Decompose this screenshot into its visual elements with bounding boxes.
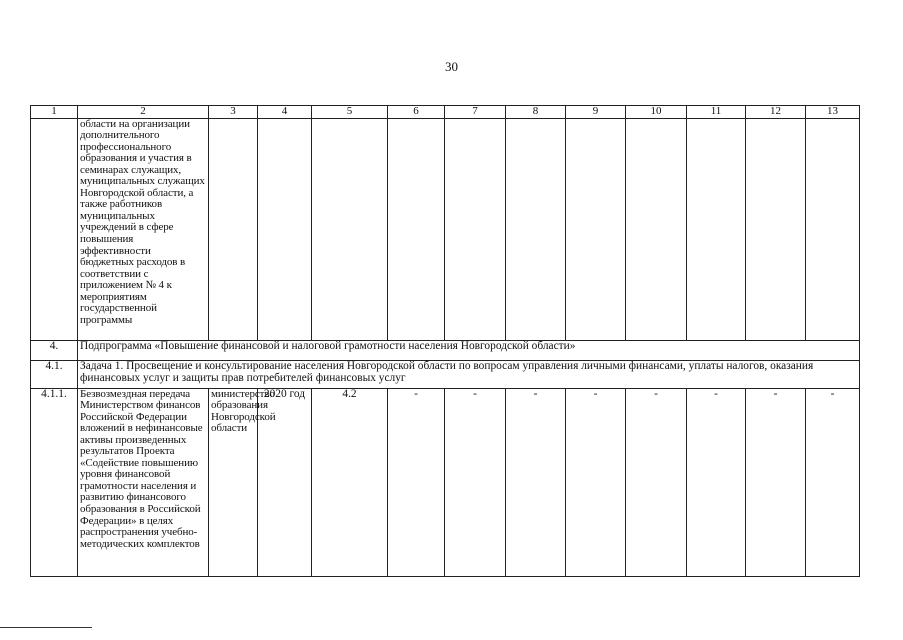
- column-header: 13: [806, 106, 860, 119]
- task-row: [31, 360, 860, 388]
- empty-cell: [746, 118, 806, 340]
- column-header: 12: [746, 106, 806, 119]
- value-cell: -: [445, 388, 506, 576]
- column-header: 5: [312, 106, 388, 119]
- column-header: 4: [258, 106, 312, 119]
- column-header: 2: [78, 106, 209, 119]
- empty-cell: [312, 118, 388, 340]
- column-number-header-row: [31, 106, 860, 119]
- value-cell: -: [687, 388, 746, 576]
- continuation-row: [31, 118, 860, 340]
- column-header: 9: [566, 106, 626, 119]
- empty-cell: [806, 118, 860, 340]
- indicator-cell: 4.2: [312, 388, 388, 576]
- column-header: 8: [506, 106, 566, 119]
- empty-cell: [258, 118, 312, 340]
- value-cell: -: [506, 388, 566, 576]
- value-cell: -: [566, 388, 626, 576]
- row-number: 4.1.1.: [31, 388, 78, 576]
- row-number-cell: [31, 118, 78, 340]
- column-header: 10: [626, 106, 687, 119]
- column-header: 7: [445, 106, 506, 119]
- empty-cell: [566, 118, 626, 340]
- page-number: 30: [445, 59, 458, 74]
- deadline-cell: 2020 год: [258, 388, 312, 576]
- empty-cell: [209, 118, 258, 340]
- empty-cell: [506, 118, 566, 340]
- column-header: 11: [687, 106, 746, 119]
- continuation-text: области на организации дополнительного профессионального образования и участия в семинарах служащих, муниципальных служащих Новгородской области, а также работников муниципальных учреждений в сфере повышения эффективности бюджетных расходов в соответствии с приложением № 4 к мероприятиям государственной программы: [78, 118, 209, 340]
- empty-cell: [626, 118, 687, 340]
- value-cell: -: [626, 388, 687, 576]
- page-bottom-rule: [0, 627, 92, 628]
- activity-row: [31, 388, 860, 576]
- task-text: Задача 1. Просвещение и консультирование населения Новгородской области по вопросам управления личными финансами, уплаты налогов, оказания финансовых услуг и защиты прав потребителей финансовых услуг: [78, 360, 860, 388]
- row-number: 4.1.: [31, 360, 78, 388]
- subprogram-title: Подпрограмма «Повышение финансовой и налоговой грамотности населения Новгородской области»: [78, 340, 860, 360]
- executor-cell: министерство образования Новгородской области: [209, 388, 258, 576]
- value-cell: -: [746, 388, 806, 576]
- subprogram-row: [31, 340, 860, 360]
- value-cell: -: [388, 388, 445, 576]
- column-header: 3: [209, 106, 258, 119]
- row-number: 4.: [31, 340, 78, 360]
- activity-text: Безвозмездная передача Министерством финансов Российской Федерации вложений в нефинансовые активы произведенных результатов Проекта «Содействие повышению уровня финансовой грамотности населения и развитию финансового образования в Российской Федерации» в целях распространения учебно-методических комплектов: [78, 388, 209, 576]
- column-header: 6: [388, 106, 445, 119]
- empty-cell: [388, 118, 445, 340]
- empty-cell: [687, 118, 746, 340]
- empty-cell: [445, 118, 506, 340]
- column-header: 1: [31, 106, 78, 119]
- value-cell: -: [806, 388, 860, 576]
- program-table: [30, 105, 860, 577]
